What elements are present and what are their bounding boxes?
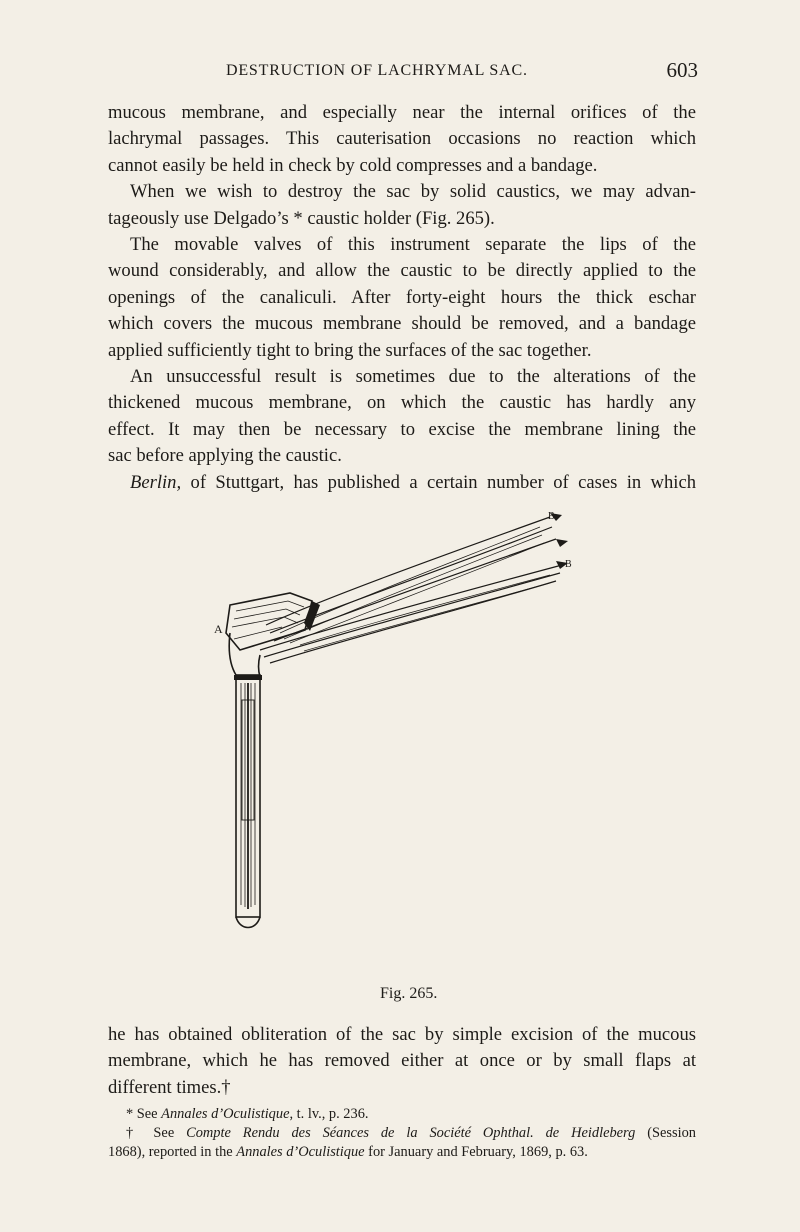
footnote-title: Annales d’Oculistique xyxy=(236,1144,365,1160)
footnote-mark: † See xyxy=(126,1125,187,1141)
text-line: wound considerably, and allow the caustic to be directly applied to the xyxy=(108,260,696,282)
footnote-text: , t. lv., p. 236. xyxy=(289,1106,369,1122)
footnote-mark: * See xyxy=(126,1106,162,1122)
footnote-title: Compte Rendu des Séances de la Société Ophthal. de Heidleberg xyxy=(186,1125,636,1141)
text-line: The movable valves of this instrument separate the lips of the xyxy=(130,234,696,256)
footnote-2-continued xyxy=(108,1143,696,1162)
text-line: which covers the mucous membrane should be removed, and a bandage xyxy=(108,313,696,335)
footnote-2 xyxy=(108,1124,696,1143)
label-b-bottom: B xyxy=(565,559,572,570)
footnote-text: (Session xyxy=(635,1125,696,1141)
text-line: he has obtained obliteration of the sac by simple excision of the mucous xyxy=(108,1024,696,1045)
body-text-top xyxy=(108,100,696,496)
footnote-1 xyxy=(108,1105,696,1124)
caustic-holder-illustration xyxy=(200,505,600,935)
text-line: different times.† xyxy=(108,1076,231,1098)
footnote-text: 1868), reported in the xyxy=(108,1144,237,1160)
text-line: sac before applying the caustic. xyxy=(108,445,342,467)
text-line: thickened mucous membrane, on which the caustic has hardly any xyxy=(108,392,696,414)
text-line: applied sufficiently tight to bring the surfaces of the sac together. xyxy=(108,339,592,361)
figure-caustic-holder xyxy=(200,505,600,935)
label-a: A xyxy=(214,622,223,636)
text-line: openings of the canaliculi. After forty-eight hours the thick eschar xyxy=(108,286,696,308)
text-line: When we wish to destroy the sac by solid caustics, we may advan- xyxy=(130,181,696,203)
page-header xyxy=(108,58,698,86)
text-line: tageously use Delgado’s * caustic holder (Fig. 265). xyxy=(108,207,495,229)
text-line: An unsuccessful result is sometimes due to the alterations of the xyxy=(130,366,696,388)
footnote-text: for January and February, 1869, p. 63. xyxy=(364,1144,588,1160)
text-line-berlin xyxy=(108,470,696,496)
footnote-title: Annales d’Oculistique xyxy=(161,1106,290,1122)
text-line: membrane, which he has removed either at once or by small flaps at xyxy=(108,1050,696,1072)
text-line: lachrymal passages. This cauterisation occasions no reaction which xyxy=(108,128,696,150)
running-title: DESTRUCTION OF LACHRYMAL SAC. xyxy=(226,62,528,79)
body-text-bottom xyxy=(108,1022,696,1101)
text-line-rest: of Stuttgart, has published a certain number of cases in which xyxy=(181,471,696,493)
text-line: mucous membrane, and especially near the internal orifices of the xyxy=(108,102,696,123)
author-name-berlin: Berlin, xyxy=(130,471,182,493)
text-line: cannot easily be held in check by cold compresses and a bandage. xyxy=(108,154,598,176)
page-number: 603 xyxy=(666,58,698,82)
text-line: effect. It may then be necessary to excise the membrane lining the xyxy=(108,418,696,440)
footnotes xyxy=(108,1105,696,1162)
label-b-top: B xyxy=(548,511,555,522)
figure-caption: Fig. 265. xyxy=(380,985,438,1002)
